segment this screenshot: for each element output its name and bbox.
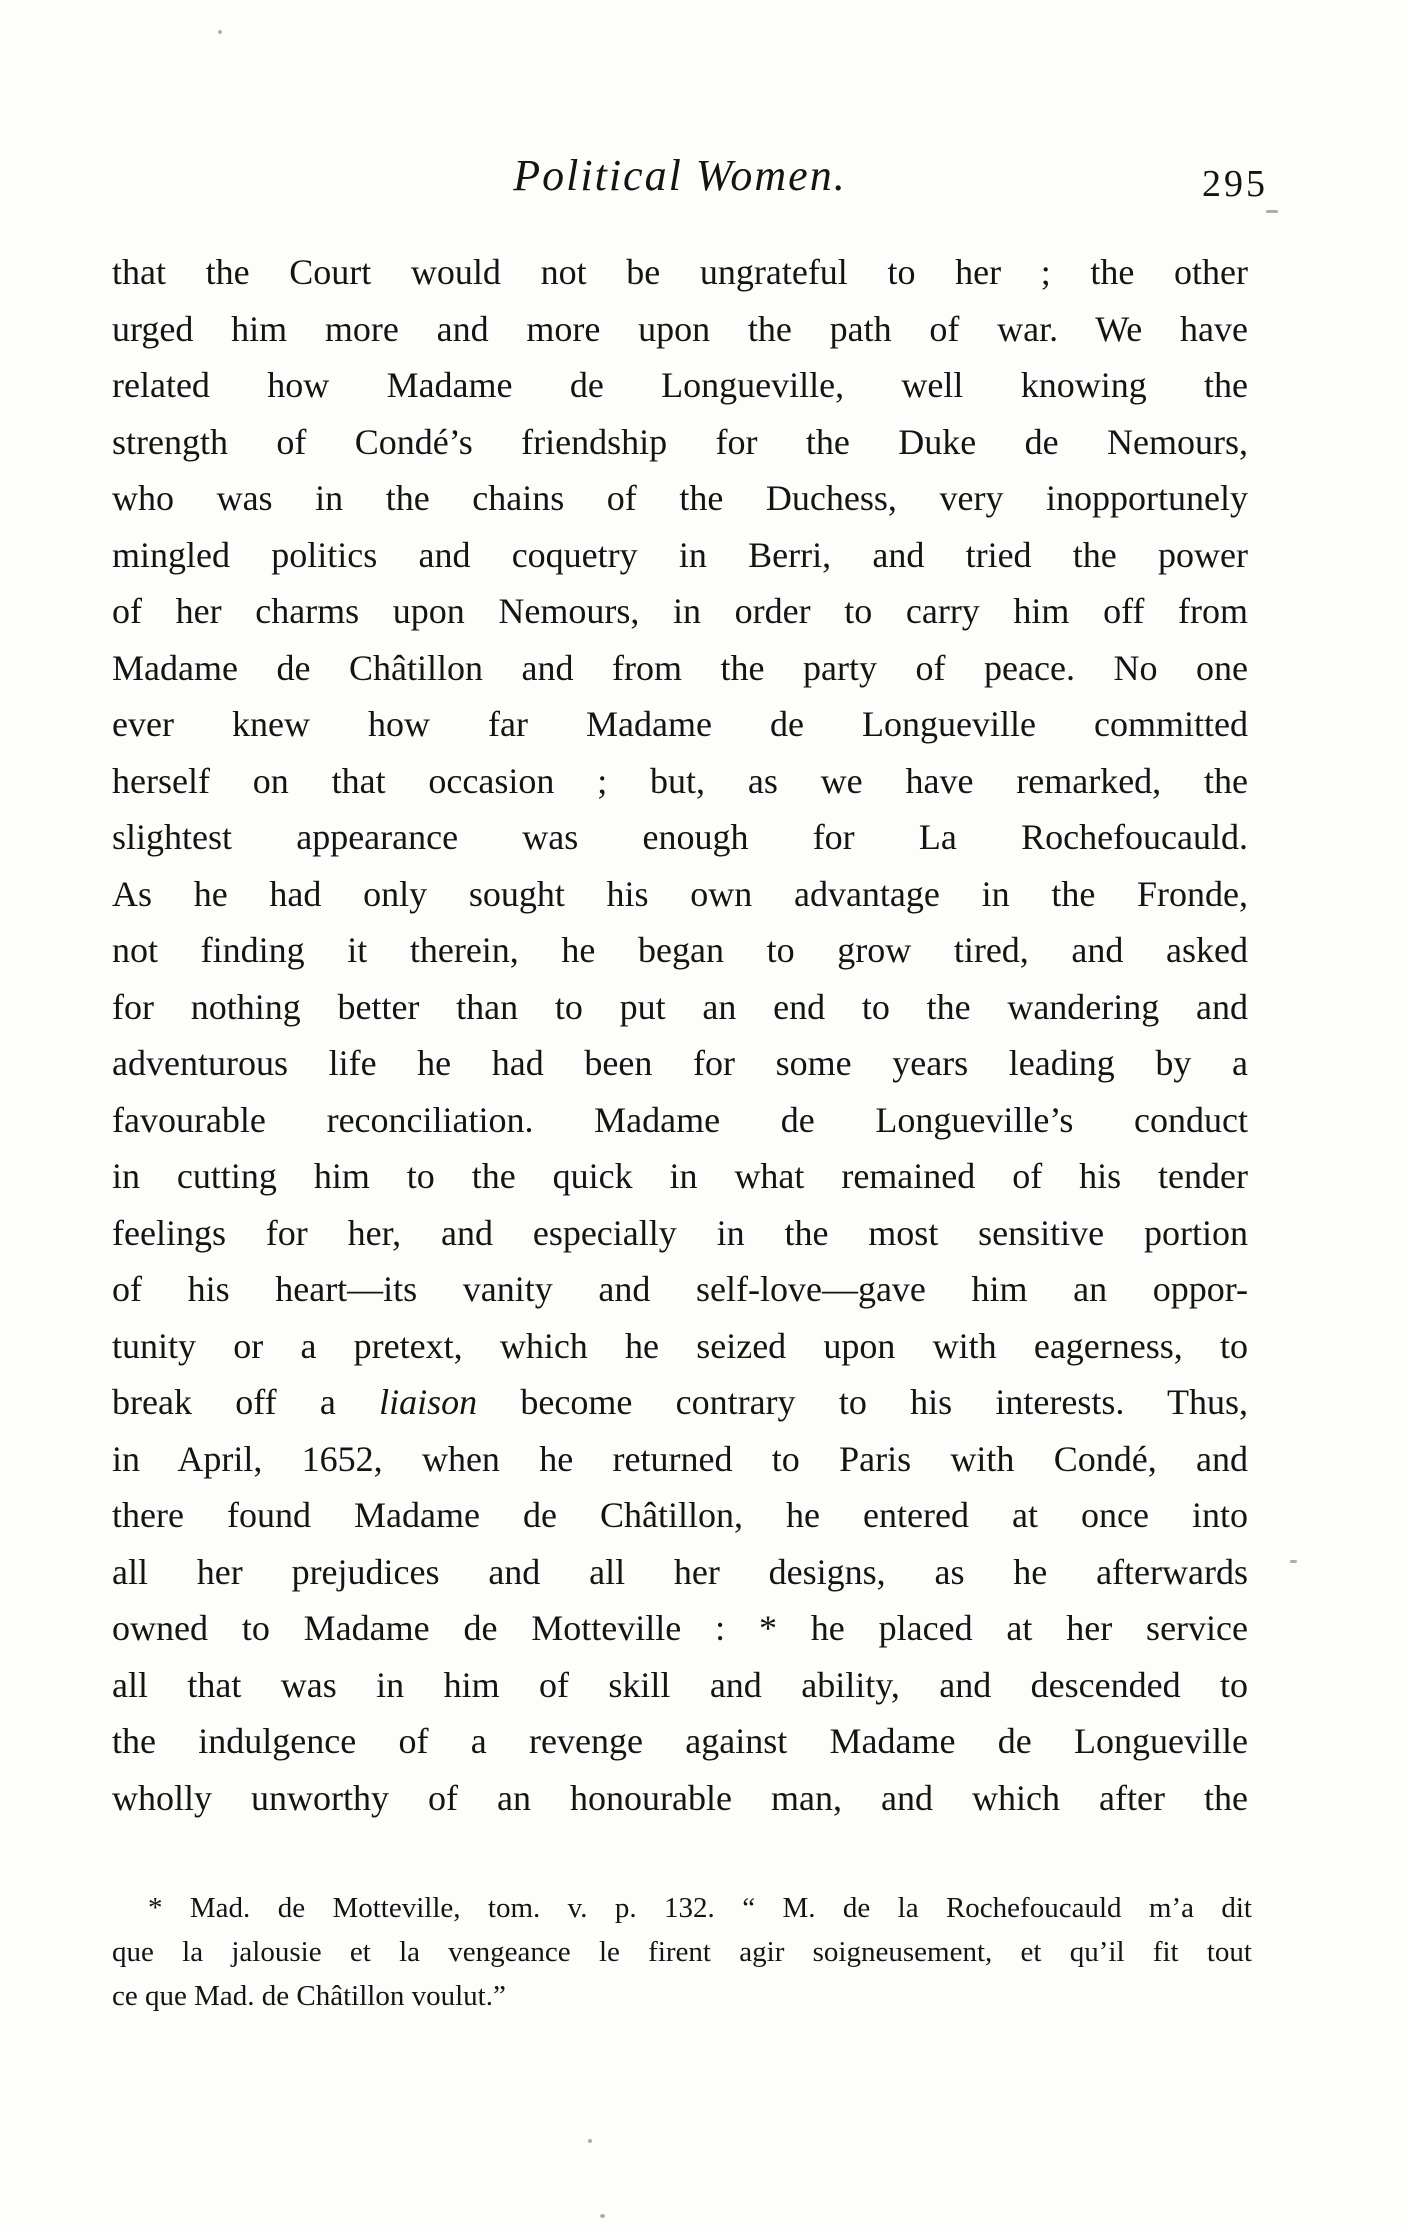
- text-segment: break off a: [112, 1382, 380, 1422]
- footnote-line: que la jalousie et la vengeance le firent agir soigneusement, et qu’il fit tout: [112, 1936, 1252, 1968]
- text-line: [112, 1487, 1248, 1544]
- text-segment: related how Madame de Longueville, well knowing the: [112, 365, 1248, 405]
- text-segment: all that was in him of skill and ability, and descended to: [112, 1664, 1248, 1705]
- body-text: [112, 244, 1248, 1826]
- text-line: [112, 1713, 1248, 1770]
- text-line: [112, 1770, 1248, 1827]
- text-segment: strength of Condé’s friendship for the Duke de Nemours,: [112, 421, 1248, 462]
- text-line: [112, 640, 1248, 697]
- text-line: [112, 244, 1248, 301]
- text-segment: favourable reconciliation. Madame de Longueville’s conduct: [112, 1099, 1248, 1140]
- text-line: [112, 1092, 1248, 1149]
- footnote: [112, 1886, 1252, 2018]
- scan-speck: [1290, 1560, 1297, 1563]
- text-line: [112, 1035, 1248, 1092]
- text-segment: the indulgence of a revenge against Madame de Longueville: [112, 1721, 1248, 1761]
- text-segment: not finding it therein, he began to grow tired, and asked: [112, 930, 1248, 970]
- text-line: [112, 470, 1248, 527]
- page-number: 295: [1202, 163, 1268, 205]
- text-segment: adventurous life he had been for some years leading by a: [112, 1043, 1248, 1083]
- text-segment: there found Madame de Châtillon, he entered at once into: [112, 1495, 1248, 1535]
- scan-speck: [1266, 210, 1278, 213]
- text-line: [112, 1261, 1248, 1318]
- text-line: [112, 979, 1248, 1036]
- text-line: [112, 1657, 1248, 1714]
- footnote-line: ce que Mad. de Châtillon voulut.”: [112, 1980, 506, 2012]
- text-segment: owned to Madame de Motteville : * he placed at her service: [112, 1608, 1248, 1648]
- text-segment: who was in the chains of the Duchess, very inopportunely: [112, 478, 1248, 518]
- text-segment: herself on that occasion ; but, as we have remarked, the: [112, 760, 1248, 801]
- text-segment: wholly unworthy of an honourable man, and which after the: [112, 1777, 1248, 1818]
- italic-text: liaison: [379, 1382, 478, 1422]
- text-segment: all her prejudices and all her designs, as he afterwards: [112, 1551, 1248, 1592]
- footnote-line: * Mad. de Motteville, tom. v. p. 132. “ M. de la Rochefoucauld m’a dit: [148, 1892, 1252, 1924]
- text-segment: for nothing better than to put an end to the wandering and: [112, 986, 1248, 1027]
- text-line: [112, 809, 1248, 866]
- text-line: [112, 414, 1248, 471]
- text-line: [112, 922, 1248, 979]
- text-line: [112, 357, 1248, 414]
- text-line: [112, 1544, 1248, 1601]
- text-segment: urged him more and more upon the path of war. We have: [112, 308, 1248, 349]
- text-segment: in April, 1652, when he returned to Paris with Condé, and: [112, 1438, 1248, 1479]
- text-segment: slightest appearance was enough for La Rochefoucauld.: [112, 817, 1248, 857]
- text-segment: As he had only sought his own advantage in the Fronde,: [112, 873, 1248, 914]
- text-segment: become contrary to his interests. Thus,: [477, 1382, 1248, 1422]
- text-line: [112, 753, 1248, 810]
- text-line: [112, 583, 1248, 640]
- text-segment: feelings for her, and especially in the most sensitive portion: [112, 1212, 1248, 1253]
- text-line: [112, 866, 1248, 923]
- text-segment: tunity or a pretext, which he seized upon with eagerness, to: [112, 1325, 1248, 1366]
- text-line: [112, 1374, 1248, 1431]
- text-line: [112, 1600, 1248, 1657]
- page-header-title: Political Women.: [513, 151, 847, 200]
- scan-speck: [588, 2139, 592, 2143]
- text-segment: ever knew how far Madame de Longueville committed: [112, 704, 1248, 744]
- text-line: [112, 1205, 1248, 1262]
- text-segment: Madame de Châtillon and from the party of peace. No one: [112, 647, 1248, 688]
- scan-speck: [218, 30, 222, 34]
- text-line: [112, 1431, 1248, 1488]
- scan-speck: [600, 2214, 605, 2218]
- text-segment: in cutting him to the quick in what remained of his tender: [112, 1156, 1248, 1196]
- text-segment: of her charms upon Nemours, in order to carry him off from: [112, 591, 1248, 631]
- text-line: [112, 696, 1248, 753]
- text-segment: mingled politics and coquetry in Berri, and tried the power: [112, 534, 1248, 575]
- text-line: [112, 527, 1248, 584]
- text-segment: that the Court would not be ungrateful to her ; the other: [112, 252, 1248, 292]
- text-line: [112, 1318, 1248, 1375]
- text-line: [112, 301, 1248, 358]
- text-line: [112, 1148, 1248, 1205]
- text-segment: of his heart—its vanity and self-love—gave him an oppor-: [112, 1269, 1248, 1309]
